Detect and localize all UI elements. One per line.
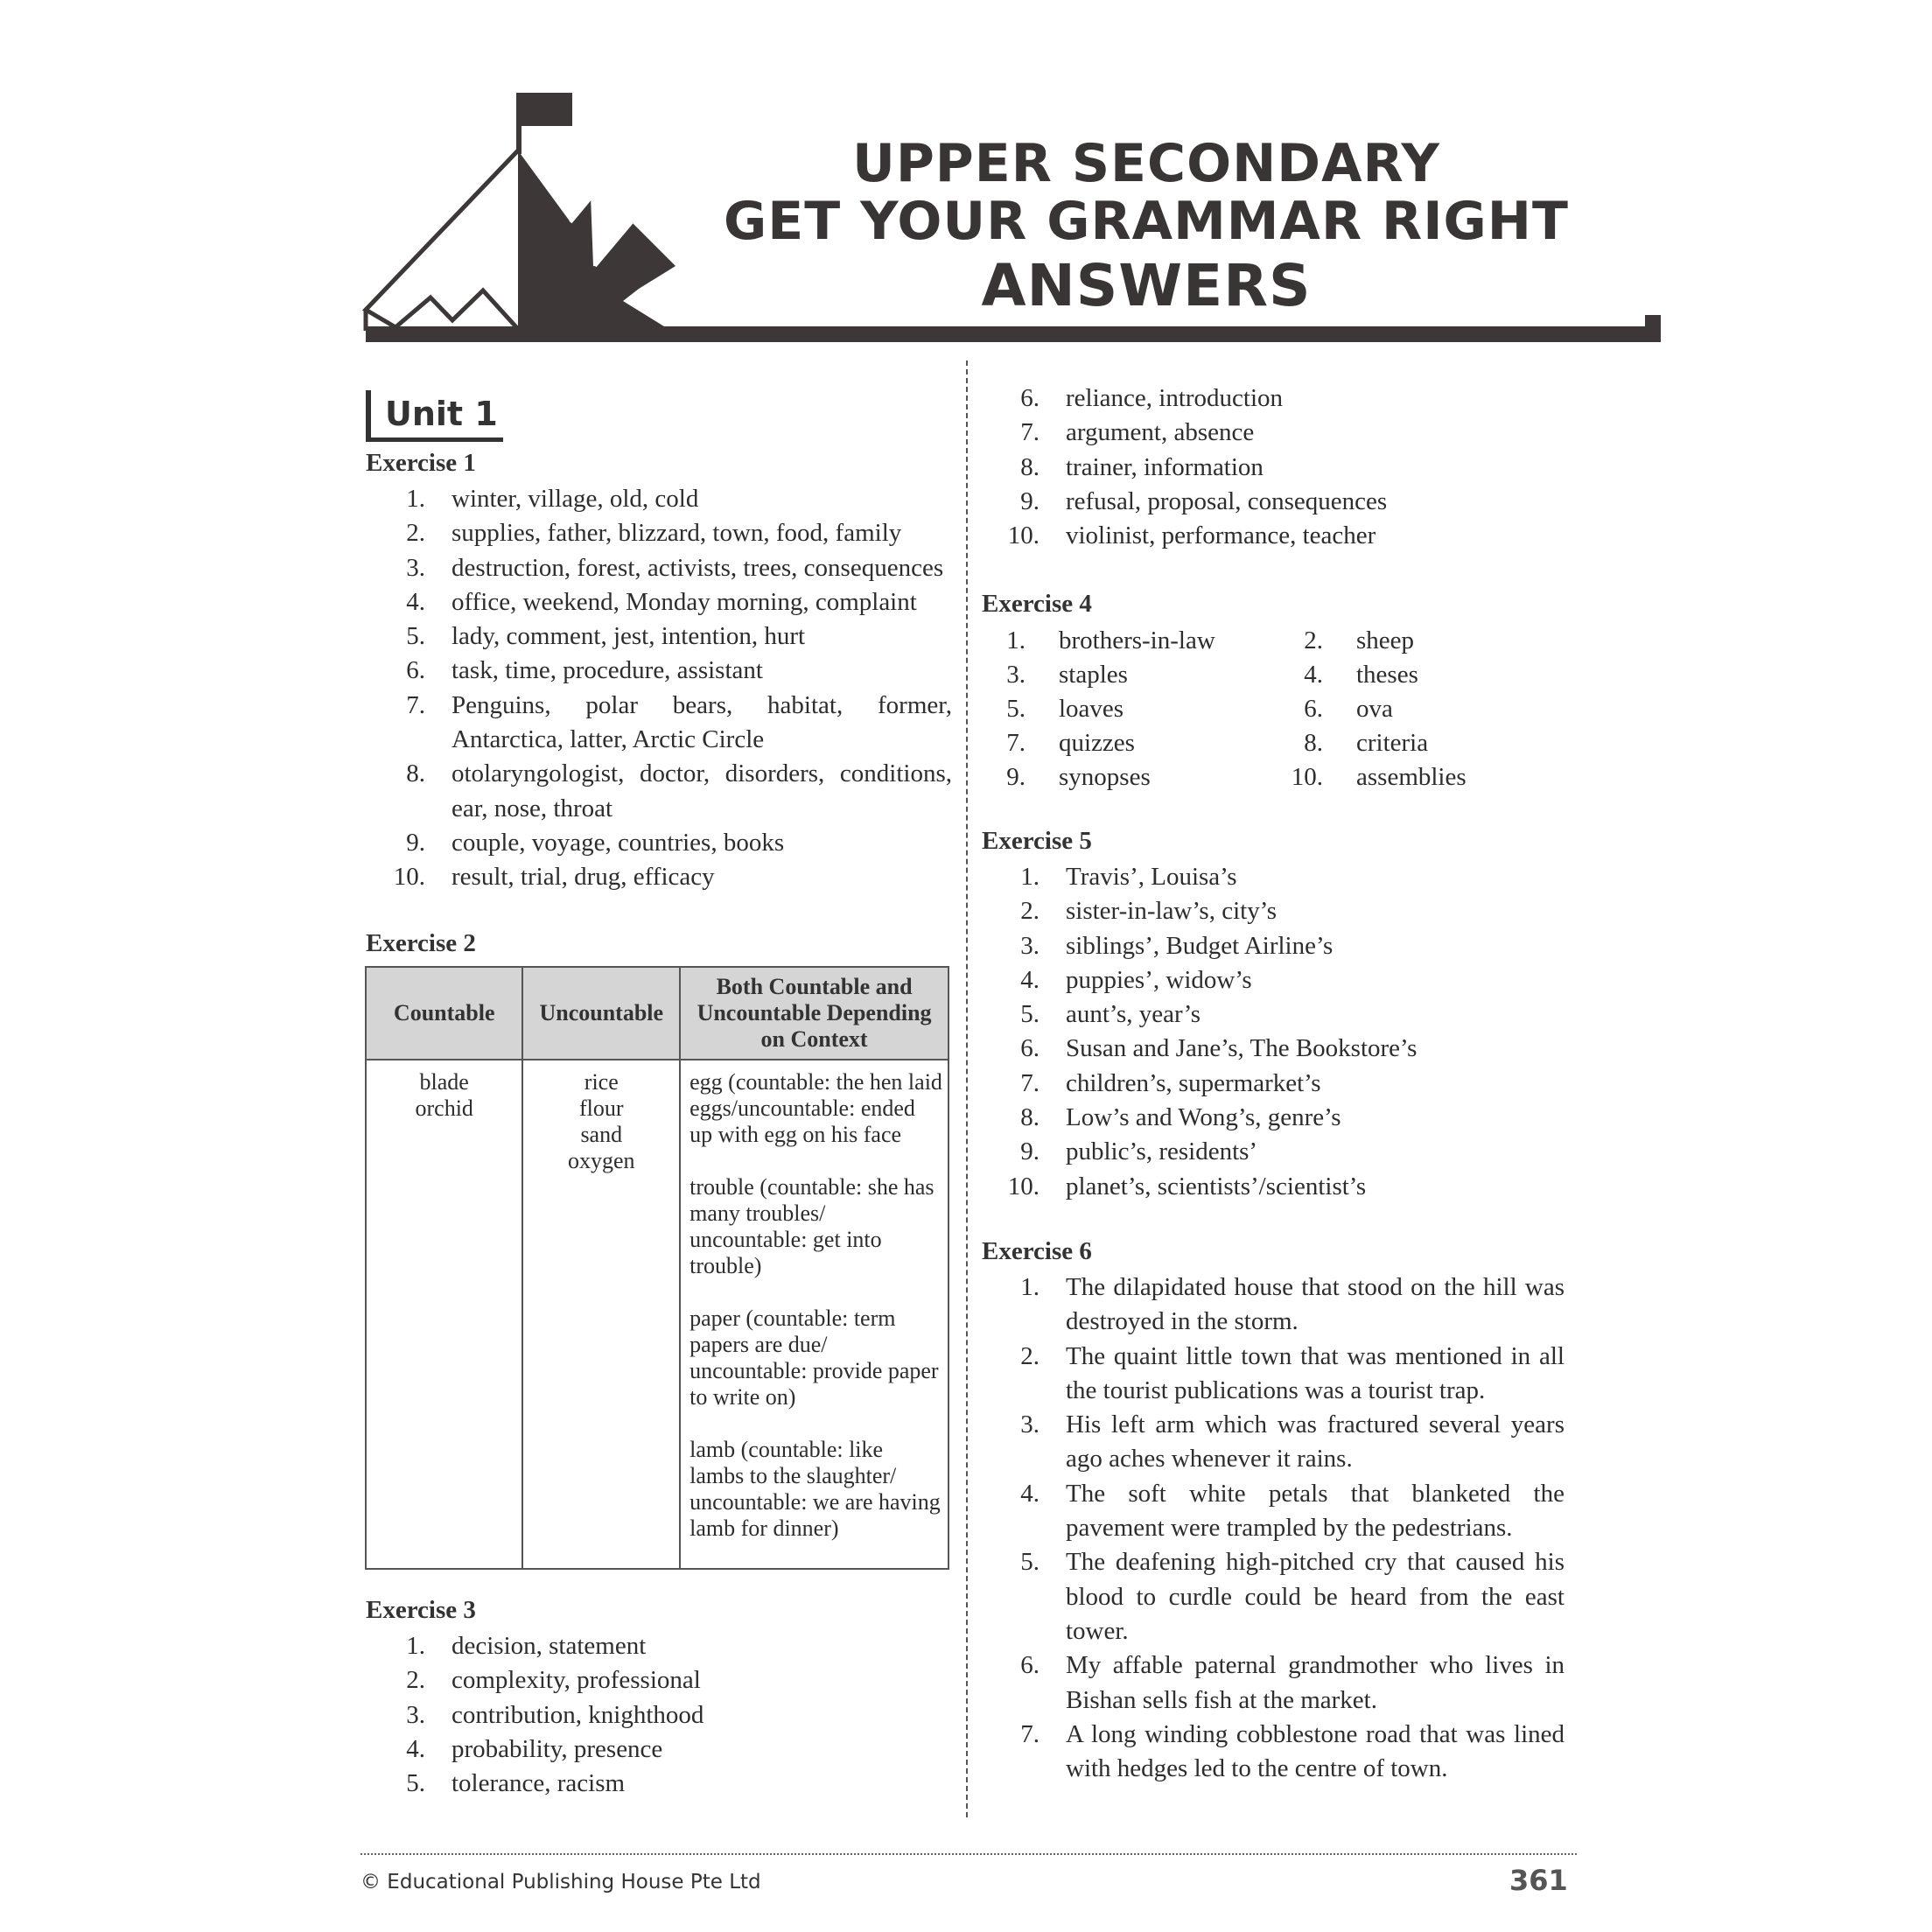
list-item: 2. sister-in-law’s, city’s [1020,897,1278,926]
list-item: 9. public’s, residents’ [1020,1138,1258,1166]
list-item: 10. violinist, performance, teacher [1007,522,1376,550]
list-item: 3. staples [1006,661,1128,689]
exercise4-heading: Exercise 4 [982,590,1092,618]
list-item: 1. brothers-in-law [1006,626,1215,654]
column-header-uncountable: Uncountable [522,967,680,1060]
list-item: 4. puppies’, widow’s [1020,965,1252,994]
list-item: 8. trainer, information [1020,452,1264,481]
list-item: 1. decision, statement [406,1632,647,1660]
list-item: 10. result, trial, drug, efficacy [393,863,715,892]
countable-cell [366,1060,522,1569]
list-item: 5. lady, comment, jest, intention, hurt [406,622,806,651]
list-item: 8. Low’s and Wong’s, genre’s [1020,1103,1341,1132]
list-item: 4. theses [1304,661,1418,689]
list-item: 6. task, time, procedure, assistant [406,656,763,685]
both-cell [680,1060,948,1569]
list-item: 7. argument, absence [1020,418,1255,447]
list-item: 2. supplies, father, blizzard, town, food, family [406,519,902,548]
column-header-both: Both Countable and Uncountable Depending on Context [680,967,948,1060]
list-item: 2. complexity, professional [406,1666,701,1695]
table-row [366,1060,948,1569]
uncountable-cell [522,1060,680,1569]
header-rule [366,326,1659,342]
table-header-row [366,967,948,1060]
list-item: 7. Penguins, polar bears, habitat, former, Antarctica, latter, Arctic Circle [406,690,952,754]
exercise4-grid [973,624,1498,794]
list-item: 3. contribution, knighthood [406,1700,704,1729]
exercise6-list [980,1270,1564,1786]
list-item: 5. The deafening high-pitched cry that caused his blood to curdle could be heard from the east tower. [1020,1548,1564,1645]
page-number: 361 [1509,1864,1568,1897]
list-item: 8. otolaryngologist, doctor, disorders, conditions, ear, nose, throat [406,760,952,822]
exercise3-list-part2 [980,382,1575,553]
column-header-countable: Countable [366,967,522,1060]
exercise3-list-part1 [366,1629,952,1801]
cell-word: rice [584,1069,619,1095]
cell-word: oxygen [568,1148,635,1173]
list-item: 7. A long winding cobblestone road that was lined with hedges led to the centre of town. [1020,1719,1564,1783]
list-item: 8. criteria [1304,729,1429,757]
cell-word: flour [579,1096,624,1121]
exercise2-table [365,966,949,1570]
exercise1-heading: Exercise 1 [366,449,476,477]
exercise5-heading: Exercise 5 [982,827,1092,855]
exercise6-heading: Exercise 6 [982,1237,1092,1265]
header-title-line1: UPPER SECONDARY [852,133,1440,194]
footer-rule [360,1853,1577,1855]
list-item: 4. probability, presence [406,1734,663,1763]
copyright-text: © Educational Publishing House Pte Ltd [360,1871,761,1894]
list-item: 3. siblings’, Budget Airline’s [1020,931,1334,960]
list-item: 1. Travis’, Louisa’s [1020,863,1237,891]
cell-word: blade [419,1069,469,1095]
cell-entry: egg (countable: the hen laid eggs/uncountable: ended up with egg on his face [690,1069,942,1147]
list-item: 10. planet’s, scientists’/scientist’s [1007,1172,1367,1200]
list-item: 1. winter, village, old, cold [406,485,699,513]
list-item: 3. destruction, forest, activists, trees, consequences [406,553,944,582]
header-title-line2: GET YOUR GRAMMAR RIGHT [724,191,1569,252]
exercise5-list [980,860,1575,1204]
list-item: 4. office, weekend, Monday morning, complaint [406,587,917,616]
exercise1-list [366,482,952,895]
list-item: 5. aunt’s, year’s [1020,1000,1201,1029]
list-item: 5. loaves [1006,695,1124,723]
list-item: 5. tolerance, racism [406,1769,626,1798]
list-item: 7. quizzes [1006,729,1135,757]
column-divider [966,360,968,1817]
list-item: 2. sheep [1304,626,1415,654]
mountain-flag-logo [360,91,702,345]
list-item: 6. reliance, introduction [1020,384,1284,412]
cell-word: orchid [415,1096,473,1121]
exercise3-heading: Exercise 3 [366,1596,476,1624]
cell-word: sand [580,1122,623,1147]
cell-entry: lamb (countable: like lambs to the slaughter/ uncountable: we are having lamb for dinner) [690,1437,941,1541]
unit-heading: Unit 1 [366,390,503,442]
header-title-line3: ANSWERS [981,252,1312,319]
list-item: 6. My affable paternal grandmother who lives in Bishan sells fish at the market. [1020,1651,1564,1714]
header-rule-end [1645,315,1661,342]
list-item: 2. The quaint little town that was mentioned in all the tourist publications was a tourist trap. [1020,1341,1564,1404]
list-item: 9. synopses [1006,763,1151,791]
list-item: 9. couple, voyage, countries, books [406,828,785,857]
list-item: 1. The dilapidated house that stood on the hill was destroyed in the storm. [1020,1273,1564,1336]
cell-entry: trouble (countable: she has many troubles/ uncountable: get into trouble) [690,1174,934,1278]
list-item: 10. assemblies [1291,763,1466,791]
list-item: 9. refusal, proposal, consequences [1020,486,1388,515]
list-item: 6. Susan and Jane’s, The Bookstore’s [1020,1034,1418,1063]
list-item: 3. His left arm which was fractured several years ago aches whenever it rains. [1020,1410,1564,1474]
list-item: 6. ova [1304,695,1393,723]
exercise2-heading: Exercise 2 [366,929,476,957]
list-item: 7. children’s, supermarket’s [1020,1068,1321,1097]
cell-entry: paper (countable: term papers are due/ uncountable: provide paper to write on) [690,1306,939,1410]
list-item: 4. The soft white petals that blanketed the pavement were trampled by the pedestrians. [1020,1479,1564,1543]
